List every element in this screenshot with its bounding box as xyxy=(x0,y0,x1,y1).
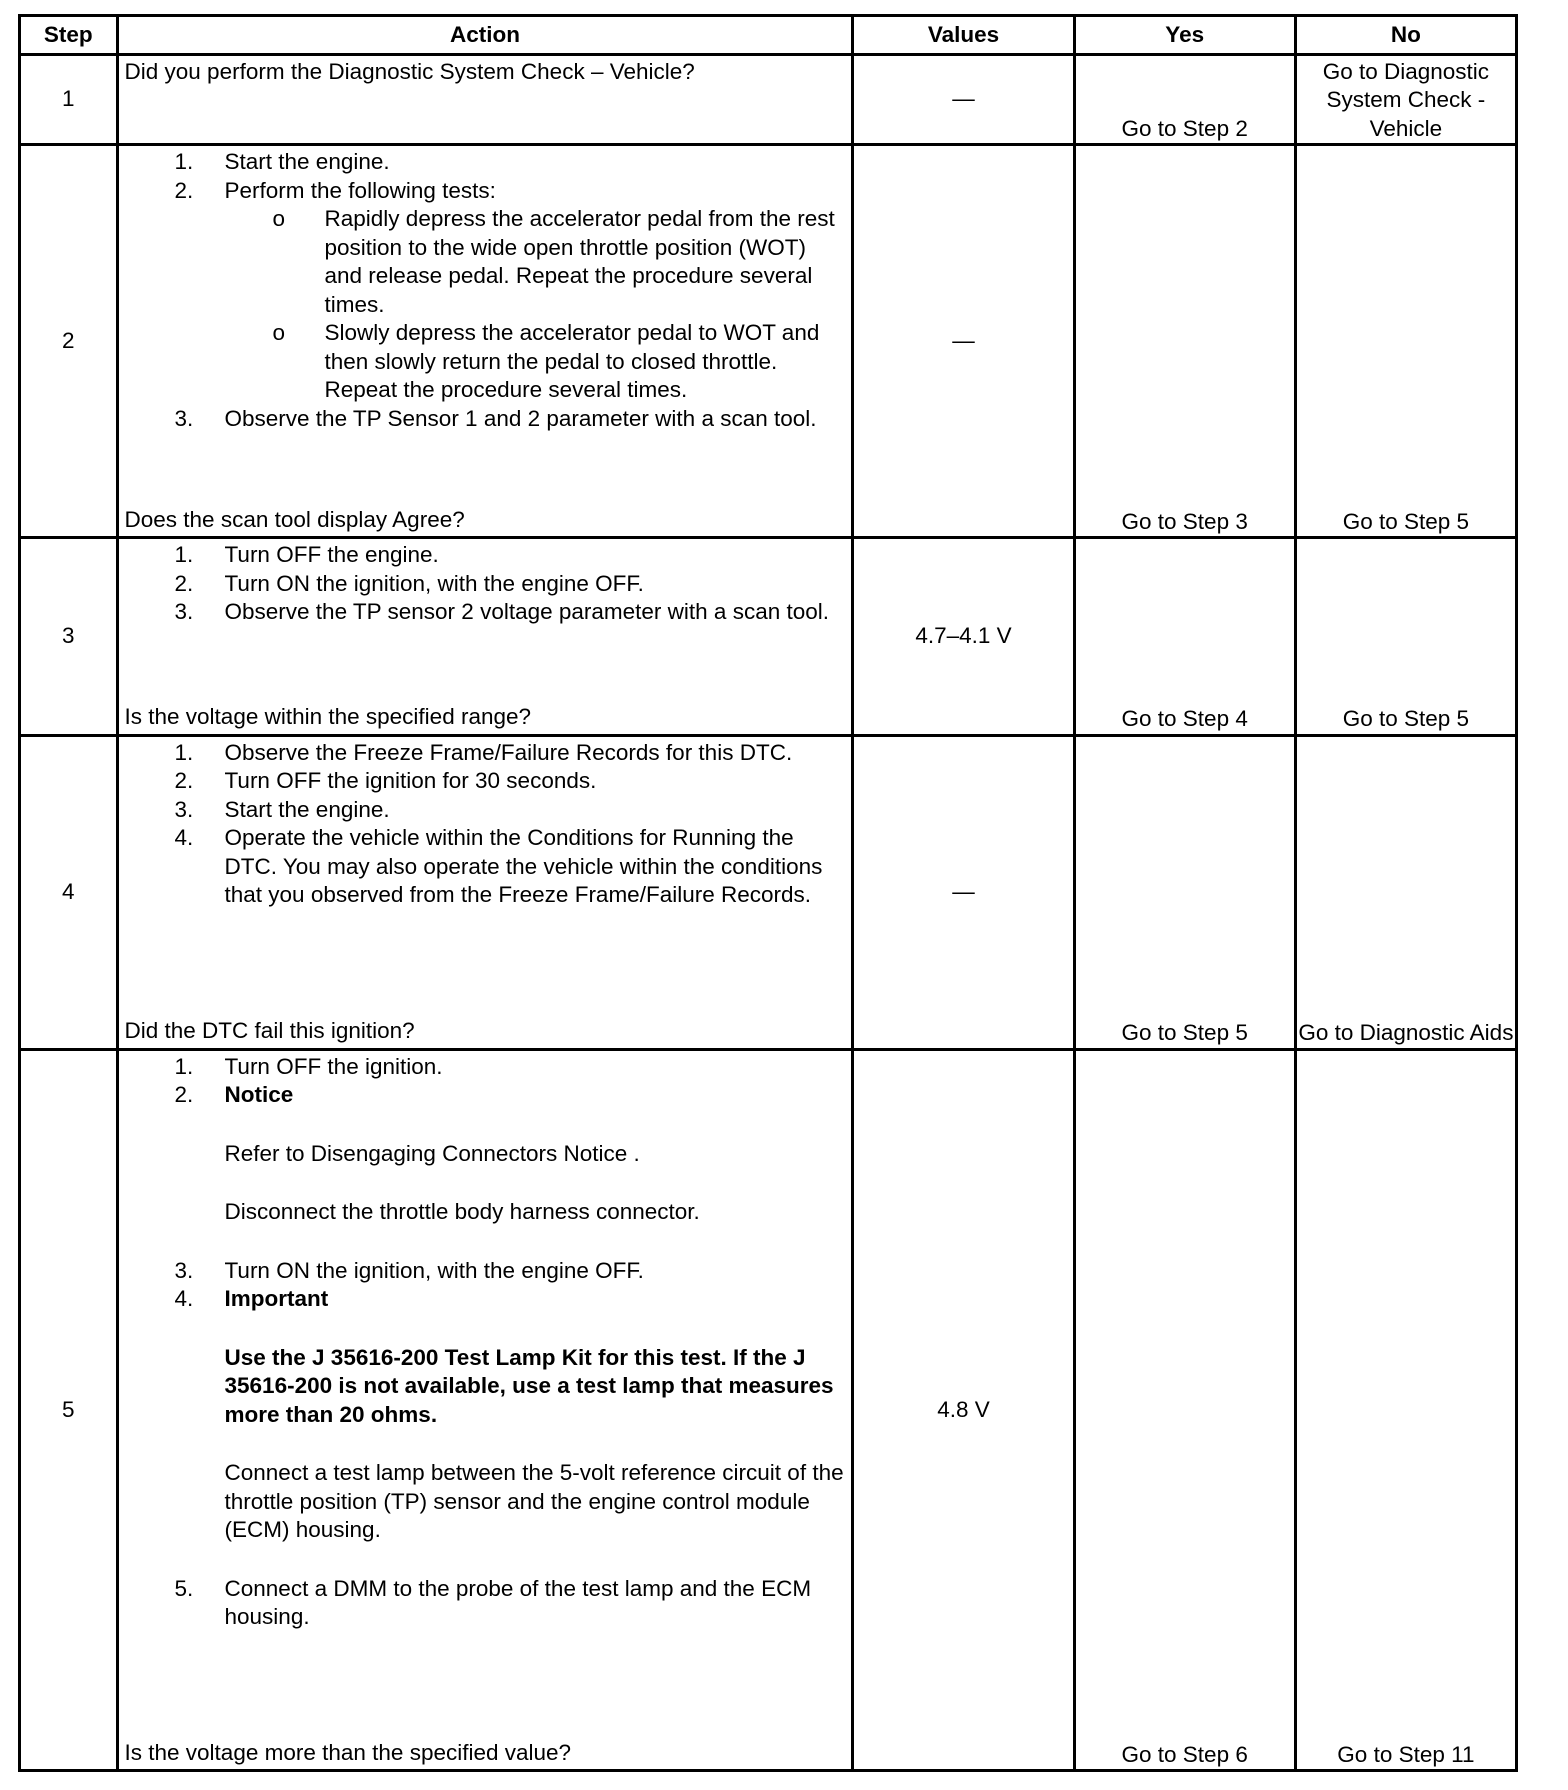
item-number: 1. xyxy=(174,149,194,175)
bullet-marker: o xyxy=(272,206,286,232)
item-text: Turn OFF the engine. xyxy=(224,542,439,568)
list-item xyxy=(119,177,852,206)
list-item xyxy=(119,1053,852,1082)
no-link[interactable]: Go to Diagnostic Aids xyxy=(1295,735,1516,1049)
table-row-step-1 xyxy=(20,55,1517,145)
item-number: 2. xyxy=(174,1082,194,1108)
item-number: 3. xyxy=(174,1257,194,1283)
item-text: Rapidly depress the accelerator pedal from the rest position to the wide open throttle position (WOT) and release pedal. Repeat the procedure several times. xyxy=(324,206,835,317)
item-text: Observe the Freeze Frame/Failure Records for this DTC. xyxy=(224,739,793,765)
action-cell xyxy=(117,538,853,736)
action-question: Is the voltage more than the specified value? xyxy=(124,1739,572,1765)
item-number: 2. xyxy=(174,768,194,794)
no-link[interactable]: Go to Step 5 xyxy=(1295,538,1516,736)
table-row-step-2 xyxy=(20,145,1517,538)
item-number: 4. xyxy=(174,825,194,851)
item-text: Start the engine. xyxy=(224,149,390,175)
value-cell: — xyxy=(853,55,1074,145)
list-item xyxy=(119,541,852,570)
item-text: Connect a DMM to the probe of the test lamp and the ECM housing. xyxy=(224,1575,812,1630)
list-item xyxy=(119,148,852,177)
list-item xyxy=(119,796,852,825)
header-action: Action xyxy=(117,16,853,55)
notice-label: Notice xyxy=(224,1082,294,1108)
list-item xyxy=(119,570,852,599)
list-item xyxy=(119,1575,852,1632)
notice-text: Refer to Disengaging Connectors Notice . xyxy=(224,1140,640,1166)
header-row xyxy=(20,16,1517,55)
item-text: Slowly depress the accelerator pedal to WOT and then slowly return the pedal to closed throttle. Repeat the procedure several times. xyxy=(324,320,820,403)
item-text: Disconnect the throttle body harness connector. xyxy=(224,1199,700,1225)
table-row-step-5 xyxy=(20,1049,1517,1770)
action-question: Does the scan tool display Agree? xyxy=(124,506,465,532)
yes-link[interactable]: Go to Step 4 xyxy=(1074,538,1295,736)
table-row-step-3 xyxy=(20,538,1517,736)
list-item xyxy=(119,1285,852,1314)
item-text: Start the engine. xyxy=(224,796,390,822)
list-item xyxy=(119,767,852,796)
step-number: 3 xyxy=(20,538,118,736)
list-item xyxy=(119,598,852,627)
list-item xyxy=(119,1081,852,1110)
item-number: 5. xyxy=(174,1575,194,1601)
diagnostic-table xyxy=(18,14,1518,1772)
yes-link[interactable]: Go to Step 3 xyxy=(1074,145,1295,538)
important-label: Important xyxy=(224,1286,329,1312)
no-link[interactable]: Go to Diagnostic System Check - Vehicle xyxy=(1295,55,1516,145)
item-number: 3. xyxy=(174,796,194,822)
item-number: 3. xyxy=(174,599,194,625)
yes-link[interactable]: Go to Step 6 xyxy=(1074,1049,1295,1770)
item-number: 4. xyxy=(174,1286,194,1312)
item-text: Operate the vehicle within the Conditions for Running the DTC. You may also operate the vehicle within the conditions that you observed from the Freeze Frame/Failure Records. xyxy=(224,825,823,908)
item-number: 1. xyxy=(174,542,194,568)
list-item xyxy=(119,824,852,910)
value-cell: — xyxy=(853,145,1074,538)
step-number: 2 xyxy=(20,145,118,538)
action-cell xyxy=(117,1049,853,1770)
item-text: Observe the TP sensor 2 voltage parameter with a scan tool. xyxy=(224,599,830,625)
item-number: 1. xyxy=(174,1053,194,1079)
action-cell xyxy=(117,145,853,538)
yes-link[interactable]: Go to Step 5 xyxy=(1074,735,1295,1049)
step-number: 5 xyxy=(20,1049,118,1770)
item-text: Turn OFF the ignition. xyxy=(224,1053,443,1079)
step-number: 4 xyxy=(20,735,118,1049)
item-number: 3. xyxy=(174,405,194,431)
header-step: Step xyxy=(20,16,118,55)
item-number: 2. xyxy=(174,177,194,203)
item-text: Observe the TP Sensor 1 and 2 parameter with a scan tool. xyxy=(224,405,817,431)
action-question: Did you perform the Diagnostic System Check – Vehicle? xyxy=(124,59,695,84)
action-question: Is the voltage within the specified range? xyxy=(124,704,532,730)
sub-list-item xyxy=(119,205,852,319)
action-cell xyxy=(117,55,853,145)
item-text: Turn ON the ignition, with the engine OFF. xyxy=(224,1257,644,1283)
value-cell: 4.8 V xyxy=(853,1049,1074,1770)
value-cell: — xyxy=(853,735,1074,1049)
value-cell: 4.7–4.1 V xyxy=(853,538,1074,736)
sub-list-item xyxy=(119,319,852,405)
list-item xyxy=(119,1257,852,1286)
item-text: Perform the following tests: xyxy=(224,177,496,203)
header-yes: Yes xyxy=(1074,16,1295,55)
step-number: 1 xyxy=(20,55,118,145)
list-item xyxy=(119,739,852,768)
list-item xyxy=(119,405,852,434)
item-number: 2. xyxy=(174,570,194,596)
item-text: Turn ON the ignition, with the engine OFF. xyxy=(224,570,644,596)
item-text: Connect a test lamp between the 5-volt reference circuit of the throttle position (TP) sensor and the engine control module (ECM) housing. xyxy=(224,1460,844,1543)
header-no: No xyxy=(1295,16,1516,55)
item-number: 1. xyxy=(174,739,194,765)
action-question: Did the DTC fail this ignition? xyxy=(124,1018,415,1044)
action-cell xyxy=(117,735,853,1049)
table-row-step-4 xyxy=(20,735,1517,1049)
important-text: Use the J 35616-200 Test Lamp Kit for this test. If the J 35616-200 is not available, use a test lamp that measures more than 20 ohms. xyxy=(224,1344,834,1427)
header-values: Values xyxy=(853,16,1074,55)
no-link[interactable]: Go to Step 11 xyxy=(1295,1049,1516,1770)
no-link[interactable]: Go to Step 5 xyxy=(1295,145,1516,538)
item-text: Turn OFF the ignition for 30 seconds. xyxy=(224,768,597,794)
bullet-marker: o xyxy=(272,320,286,346)
yes-link[interactable]: Go to Step 2 xyxy=(1074,55,1295,145)
